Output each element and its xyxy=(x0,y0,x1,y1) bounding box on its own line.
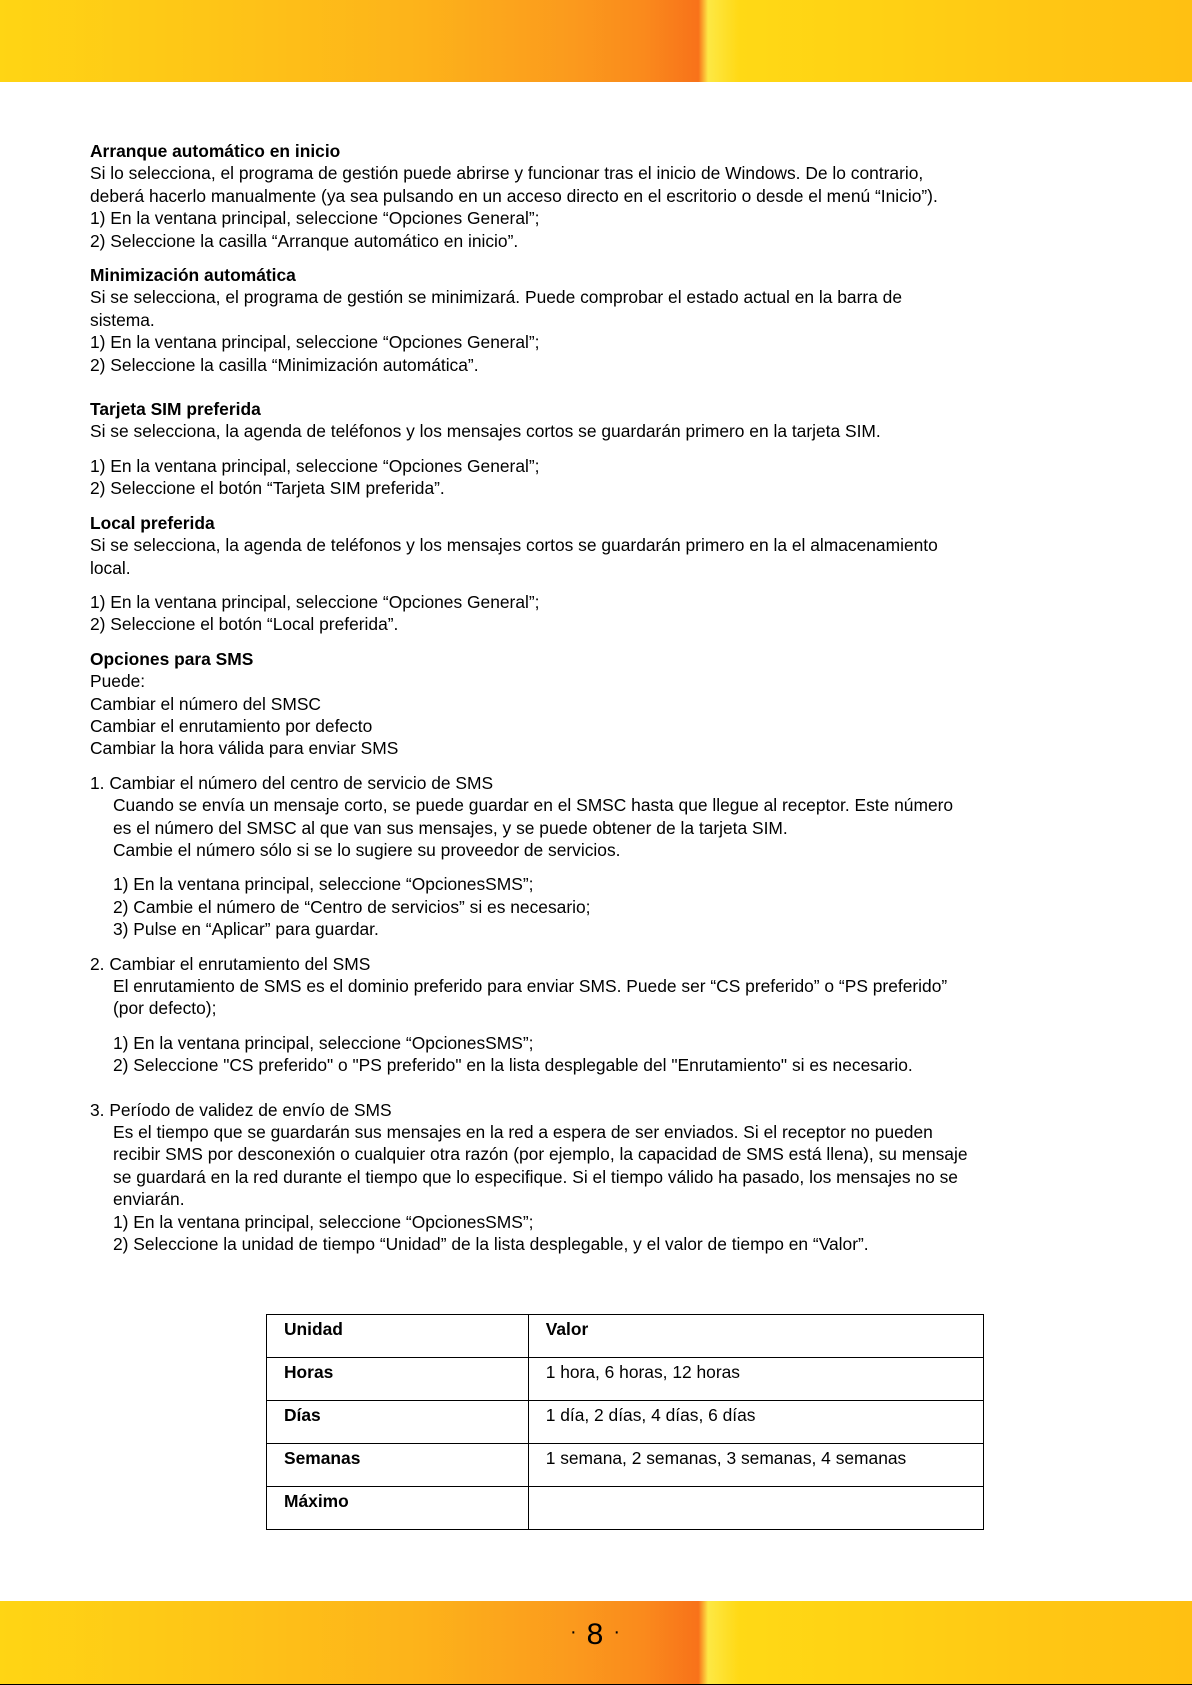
step: 1) En la ventana principal, seleccione “Opciones General”; xyxy=(90,332,540,353)
unit-cell: Días xyxy=(267,1401,529,1444)
paragraph: Cambie el número sólo si se lo sugiere su proveedor de servicios. xyxy=(113,839,621,860)
table-header-cell: Valor xyxy=(528,1315,983,1358)
document-body xyxy=(90,140,1110,1255)
page-number-decor-right: · xyxy=(613,1621,623,1643)
sms-option: Cambiar el número del SMSC xyxy=(90,693,321,714)
paragraph: Si se selecciona, la agenda de teléfonos y los mensajes cortos se guardarán primero en la el almacenamiento xyxy=(90,535,938,556)
table-row xyxy=(267,1401,984,1444)
section-title: Tarjeta SIM preferida xyxy=(90,399,261,420)
section-sim-preferida xyxy=(90,398,1110,500)
sms-item-smsc xyxy=(90,772,1110,941)
step: 2) Seleccione la casilla “Arranque automático en inicio”. xyxy=(90,230,519,251)
section-title: Opciones para SMS xyxy=(90,648,254,669)
page-number-value: 8 xyxy=(586,1618,606,1651)
section-title: Minimización automática xyxy=(90,265,296,286)
value-cell: 1 hora, 6 horas, 12 horas xyxy=(528,1358,983,1401)
sms-option: Cambiar la hora válida para enviar SMS xyxy=(90,738,399,759)
table-header-cell: Unidad xyxy=(267,1315,529,1358)
paragraph: Si se selecciona, el programa de gestión se minimizará. Puede comprobar el estado actual en la barra de xyxy=(90,287,903,308)
value-cell xyxy=(528,1487,983,1530)
step: 1) En la ventana principal, seleccione “Opciones General”; xyxy=(90,455,540,476)
paragraph: recibir SMS por desconexión o cualquier otra razón (por ejemplo, la capacidad de SMS está llena), su mensaje xyxy=(113,1144,968,1165)
paragraph: (por defecto); xyxy=(113,998,217,1019)
paragraph: Es el tiempo que se guardarán sus mensajes en la red a espera de ser enviados. Si el receptor no pueden xyxy=(113,1122,933,1143)
step: 3) Pulse en “Aplicar” para guardar. xyxy=(113,919,379,940)
section-opciones-sms xyxy=(90,648,1110,1256)
step: 2) Seleccione la casilla “Minimización automática”. xyxy=(90,354,479,375)
table-row xyxy=(267,1444,984,1487)
page-number-decor-left: · xyxy=(569,1621,579,1643)
unit-cell: Semanas xyxy=(267,1444,529,1487)
step: 1) En la ventana principal, seleccione “Opciones General”; xyxy=(90,591,540,612)
step: 2) Cambie el número de “Centro de servicios” si es necesario; xyxy=(113,896,591,917)
value-cell: 1 día, 2 días, 4 días, 6 días xyxy=(528,1401,983,1444)
validity-units-table xyxy=(266,1314,984,1530)
value-cell: 1 semana, 2 semanas, 3 semanas, 4 semanas xyxy=(528,1444,983,1487)
header-banner xyxy=(0,0,1192,82)
section-arranque xyxy=(90,140,1110,252)
paragraph: local. xyxy=(90,557,131,578)
section-local-preferida xyxy=(90,512,1110,636)
unit-cell: Máximo xyxy=(267,1487,529,1530)
step: 2) Seleccione el botón “Tarjeta SIM preferida”. xyxy=(90,478,445,499)
section-title: Local preferida xyxy=(90,512,215,533)
table-row xyxy=(267,1358,984,1401)
step: 2) Seleccione "CS preferido" o "PS preferido" en la lista desplegable del "Enrutamiento" si es necesario. xyxy=(113,1055,913,1076)
paragraph: sistema. xyxy=(90,309,155,330)
sms-option: Cambiar el enrutamiento por defecto xyxy=(90,715,373,736)
paragraph: Puede: xyxy=(90,671,146,692)
step: 2) Seleccione el botón “Local preferida”. xyxy=(90,614,399,635)
step: 1) En la ventana principal, seleccione “OpcionesSMS”; xyxy=(113,1032,534,1053)
section-minimizacion xyxy=(90,264,1110,376)
table-header-row xyxy=(267,1315,984,1358)
sms-item-enrutamiento xyxy=(90,953,1110,1077)
paragraph: se guardará en la red durante el tiempo que lo especifique. Si el tiempo válido ha pasado, los mensajes no se xyxy=(113,1166,958,1187)
step: 1) En la ventana principal, seleccione “OpcionesSMS”; xyxy=(113,874,534,895)
item-heading: 1. Cambiar el número del centro de servicio de SMS xyxy=(90,772,494,793)
paragraph: Si se selecciona, la agenda de teléfonos y los mensajes cortos se guardarán primero en la tarjeta SIM. xyxy=(90,421,881,442)
step: 1) En la ventana principal, seleccione “Opciones General”; xyxy=(90,208,540,229)
paragraph: enviarán. xyxy=(113,1189,185,1210)
item-heading: 2. Cambiar el enrutamiento del SMS xyxy=(90,953,371,974)
sms-item-validez xyxy=(90,1099,1110,1256)
section-title: Arranque automático en inicio xyxy=(90,141,341,161)
table-row xyxy=(267,1487,984,1530)
paragraph: Cuando se envía un mensaje corto, se puede guardar en el SMSC hasta que llegue al receptor. Este número xyxy=(113,795,954,816)
item-heading: 3. Período de validez de envío de SMS xyxy=(90,1099,392,1120)
step: 2) Seleccione la unidad de tiempo “Unidad” de la lista desplegable, y el valor de tiempo en “Valor”. xyxy=(113,1234,869,1255)
paragraph: Si lo selecciona, el programa de gestión puede abrirse y funcionar tras el inicio de Windows. De lo contrario, xyxy=(90,163,924,184)
unit-cell: Horas xyxy=(267,1358,529,1401)
step: 1) En la ventana principal, seleccione “OpcionesSMS”; xyxy=(113,1211,534,1232)
paragraph: es el número del SMSC al que van sus mensajes, y se puede obtener de la tarjeta SIM. xyxy=(113,817,788,838)
paragraph: deberá hacerlo manualmente (ya sea pulsando en un acceso directo en el escritorio o desde el menú “Inicio”). xyxy=(90,185,938,206)
paragraph: El enrutamiento de SMS es el dominio preferido para enviar SMS. Puede ser “CS preferido” o “PS preferido” xyxy=(113,976,948,996)
page-number xyxy=(0,1618,1192,1652)
